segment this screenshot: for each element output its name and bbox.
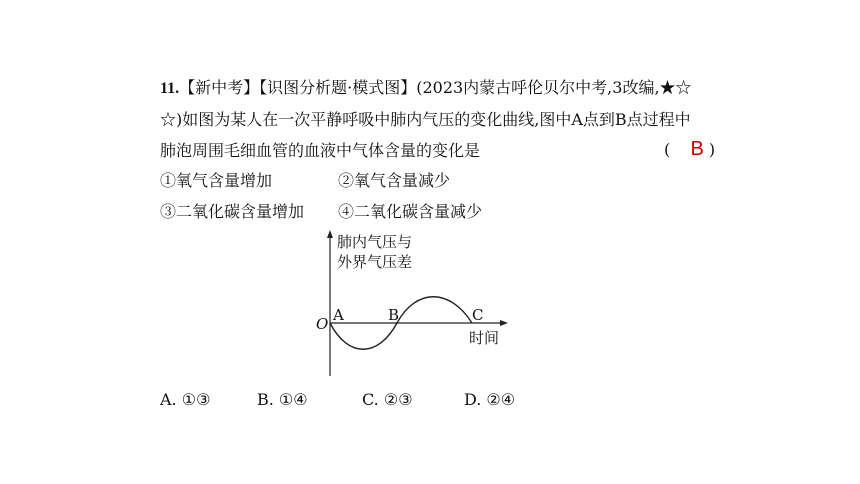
y-axis-label-1: 肺内气压与	[337, 233, 413, 251]
answer-paren-open: (	[664, 140, 671, 159]
question-stem-3: 肺泡周围毛细血管的血液中气体含量的变化是	[160, 141, 481, 160]
option-c: C. ②③	[362, 390, 413, 409]
question-line-1	[160, 77, 692, 100]
answer-letter: B	[690, 138, 704, 160]
y-axis-arrow	[327, 230, 333, 238]
point-b-label: B	[388, 306, 400, 324]
origin-label: O	[316, 315, 329, 333]
pressure-curve-figure	[312, 228, 512, 378]
item-2: ②氧气含量减少	[338, 171, 451, 190]
question-stem-2: ☆)如图为某人在一次平静呼吸中肺内气压的变化曲线,图中A点到B点过程中	[160, 110, 691, 129]
point-c-label: C	[472, 306, 484, 324]
option-b: B. ①④	[257, 390, 308, 409]
question-stem-1: 【新中考】【识图分析题·模式图】(2023内蒙古呼伦贝尔中考,3改编,★☆	[179, 78, 692, 97]
item-3: ③二氧化碳含量增加	[160, 202, 305, 221]
answer-paren-close: )	[708, 140, 716, 159]
option-d: D. ②④	[464, 390, 516, 409]
x-axis-label: 时间	[469, 329, 500, 347]
answer-bracket	[664, 138, 715, 161]
item-4: ④二氧化碳含量减少	[338, 202, 483, 221]
option-a: A. ①③	[160, 390, 211, 409]
question-line-2	[160, 109, 691, 131]
question-number: 11.	[160, 80, 180, 97]
item-1: ①氧气含量增加	[160, 171, 273, 190]
question-line-3	[160, 140, 480, 162]
point-a-label: A	[333, 306, 344, 324]
x-axis-arrow	[500, 320, 508, 326]
y-axis-label-2: 外界气压差	[337, 253, 413, 271]
